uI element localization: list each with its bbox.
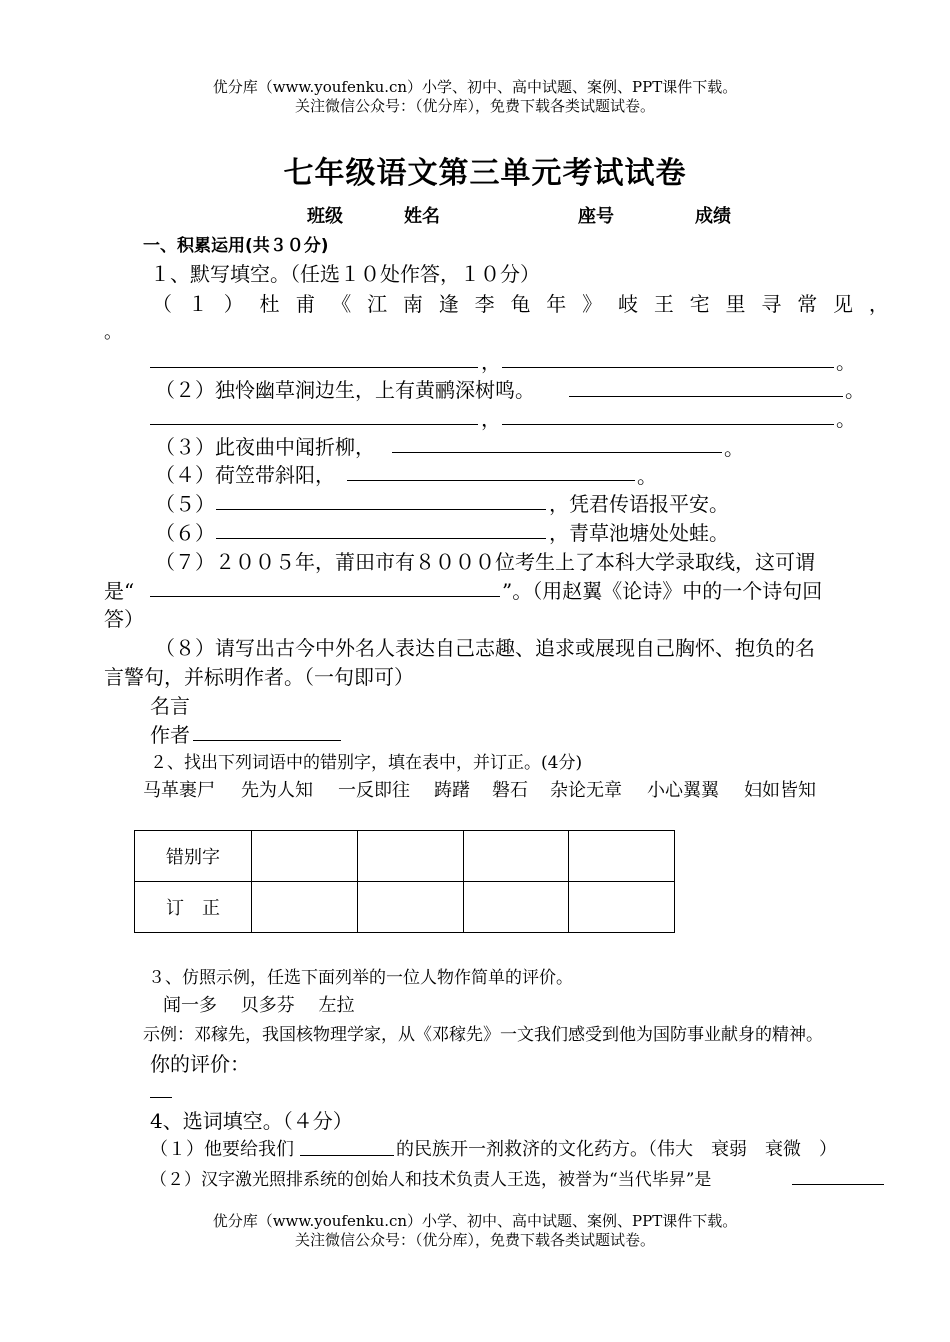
period: 。	[836, 350, 856, 374]
answer-blank[interactable]	[216, 487, 546, 510]
answer-blank[interactable]	[150, 1075, 172, 1098]
period: 。	[637, 464, 657, 488]
q3-people: 闻一多 贝多芬 左拉	[163, 995, 355, 1016]
q2-word: 磐石	[492, 780, 528, 801]
table-cell[interactable]	[357, 831, 463, 882]
comma: ，	[481, 350, 501, 374]
q2-word: 小心翼翼	[647, 780, 719, 801]
table-cell[interactable]	[463, 831, 569, 882]
table-row	[135, 831, 675, 882]
q2-word: 妇如皆知	[744, 780, 816, 801]
q1-item6-suffix: ，青草池塘处处蛙。	[549, 521, 729, 545]
answer-blank[interactable]	[216, 516, 546, 539]
q4-item1-suffix: 的民族开一剂救济的文化药方。（伟大 衰弱 衰微 ）	[396, 1139, 837, 1160]
header-line-2: 关注微信公众号：（优分库），免费下载各类试题试卷。	[294, 97, 655, 115]
table-row	[135, 882, 675, 933]
q2-word: 踌躇	[434, 780, 470, 801]
footer-line-1: 优分库（www.youfenku.cn）小学、初中、高中试题、案例、PPT课件下载。	[212, 1212, 738, 1230]
q4-item2: （２）汉字激光照排系统的创始人和技术负责人王选，被誉为“当代毕昇”是	[150, 1170, 712, 1190]
answer-blank[interactable]	[150, 402, 478, 425]
seat-label: 座号	[578, 206, 614, 227]
q2-word: 马革裹尸	[143, 780, 215, 801]
class-label: 班级	[307, 206, 343, 227]
comma: ，	[481, 407, 501, 431]
q1-item5-prefix: （５）	[155, 492, 215, 516]
header-line-1: 优分库（www.youfenku.cn）小学、初中、高中试题、案例、PPT课件下载。	[212, 78, 738, 96]
q4-item1-prefix: （１）他要给我们	[150, 1139, 294, 1160]
q1-item3: （３）此夜曲中闻折柳，	[155, 435, 375, 459]
q2-word: 一反即往	[338, 780, 410, 801]
q1-item6-prefix: （６）	[155, 521, 215, 545]
q3-example: 示例：邓稼先，我国核物理学家，从《邓稼先》一文我们感受到他为国防事业献身的精神。	[143, 1025, 823, 1045]
q2-word: 杂论无章	[550, 780, 622, 801]
answer-blank[interactable]	[347, 458, 635, 481]
q4-heading: 4、选词填空。（４分）	[150, 1109, 353, 1133]
table-cell[interactable]	[569, 831, 675, 882]
answer-blank[interactable]	[502, 402, 834, 425]
motto-label: 名言	[150, 694, 190, 718]
author-blank[interactable]	[193, 718, 341, 741]
q1-item7-line1: （７）２００５年，莆田市有８０００位考生上了本科大学录取线，这可谓	[155, 550, 815, 574]
section-heading: 一、积累运用(共３０分)	[143, 236, 329, 256]
period: 。	[836, 407, 856, 431]
q1-item7-line2-end: ”。（用赵翼《论诗》中的一个诗句回	[502, 579, 823, 603]
table-cell[interactable]	[569, 882, 675, 933]
q3-heading: ３、仿照示例，任选下面列举的一位人物作简单的评价。	[148, 968, 573, 988]
correction-table	[134, 830, 675, 933]
q1-item5-suffix: ，凭君传语报平安。	[549, 492, 729, 516]
table-cell[interactable]	[357, 882, 463, 933]
table-cell[interactable]	[463, 882, 569, 933]
answer-blank[interactable]	[502, 345, 834, 368]
answer-blank[interactable]	[150, 574, 500, 597]
table-row-label: 订 正	[135, 882, 252, 933]
q1-item4: （４）荷笠带斜阳，	[155, 463, 335, 487]
answer-blank[interactable]	[792, 1162, 884, 1185]
q1-item8-line2: 言警句，并标明作者。（一句即可）	[104, 665, 414, 689]
answer-blank[interactable]	[300, 1133, 394, 1156]
author-label: 作者	[150, 723, 190, 747]
q1-item7-line3: 答）	[104, 607, 144, 631]
answer-blank[interactable]	[569, 374, 843, 397]
q1-item7-line2-start: 是“	[104, 579, 135, 603]
table-cell[interactable]	[252, 831, 358, 882]
q2-heading: ２、找出下列词语中的错别字，填在表中，并订正。(4分)	[150, 753, 583, 773]
answer-blank[interactable]	[392, 430, 722, 453]
page-title: 七年级语文第三单元考试试卷	[283, 156, 687, 191]
q1-item8-line1: （８）请写出古今中外名人表达自己志趣、追求或展现自己胸怀、抱负的名	[155, 636, 815, 660]
table-cell[interactable]	[252, 882, 358, 933]
name-label: 姓名	[404, 206, 440, 227]
q2-word: 先为人知	[241, 780, 313, 801]
period: 。	[845, 378, 865, 402]
q1-item1: （ １ ） 杜 甫 《 江 南 逢 李 龟 年 》 岐 王 宅 里 寻 常 见 ，	[152, 292, 889, 316]
score-label: 成绩	[695, 206, 731, 227]
answer-blank[interactable]	[150, 345, 478, 368]
q1-item2: （２）独怜幽草涧边生，上有黄鹂深树鸣。	[155, 378, 535, 402]
q3-your-eval: 你的评价：	[150, 1052, 250, 1076]
period: 。	[724, 436, 744, 460]
table-row-label: 错别字	[135, 831, 252, 882]
q1-item1-tail: 。	[104, 322, 122, 343]
footer-line-2: 关注微信公众号：（优分库），免费下载各类试题试卷。	[294, 1231, 655, 1249]
q1-heading: １、默写填空。（任选１０处作答，１０分）	[150, 262, 540, 286]
